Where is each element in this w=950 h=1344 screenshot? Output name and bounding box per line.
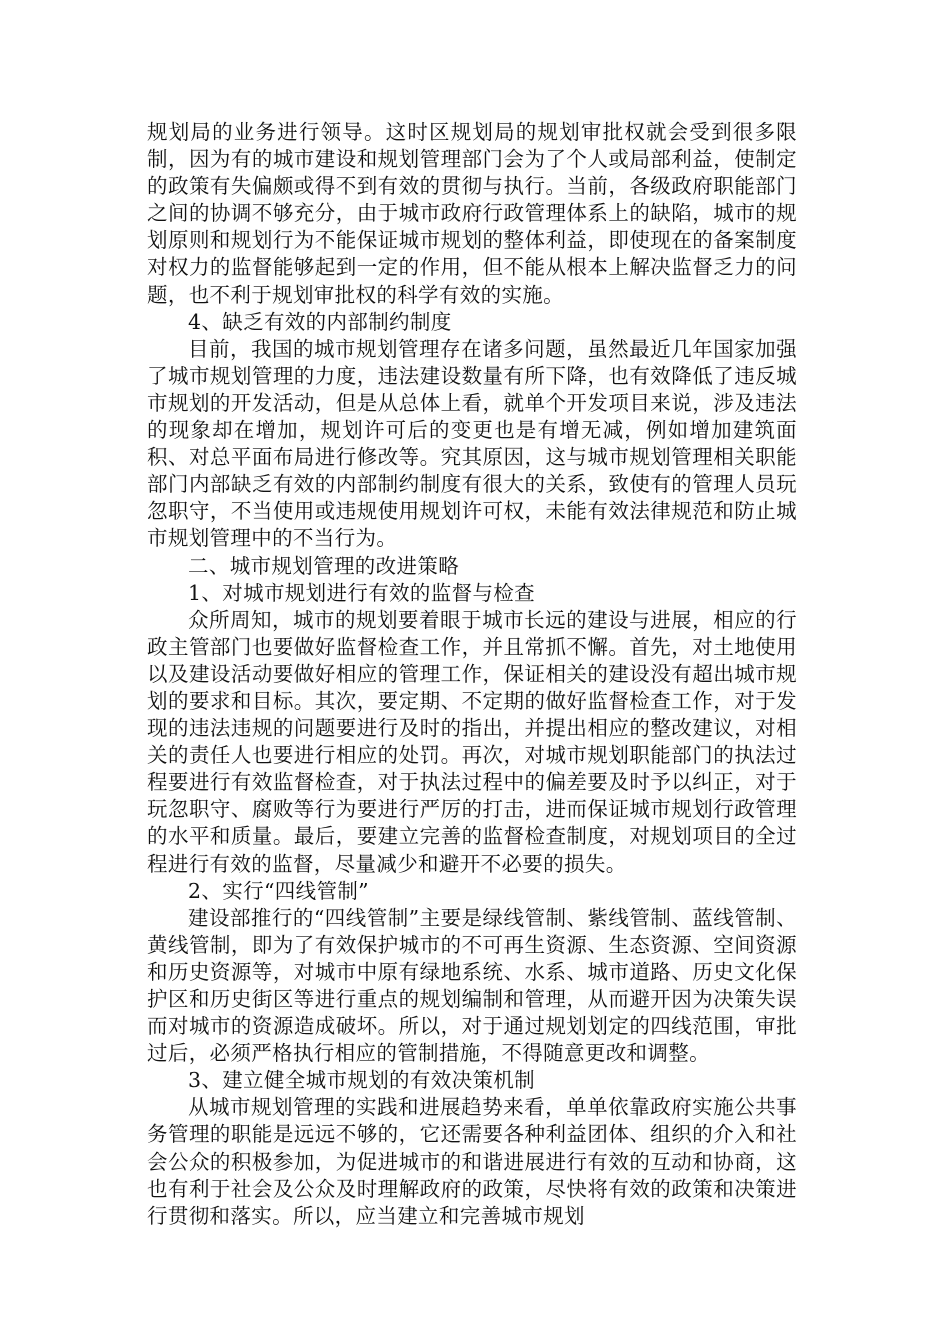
body-paragraph: 目前，我国的城市规划管理存在诸多问题，虽然最近几年国家加强了城市规划管理的力度，违法建设数量有所下降，也有效降低了违反城市规划的开发活动，但是从总体上看，就单个开发项目来说，涉及违法的现象却在增加，规划许可后的变更也是有增无减，例如增加建筑面积、对总平面布局进行修改等。究其原因，这与城市规划管理相关职能部门内部缺乏有效的内部制约制度有很大的关系，致使有的管理人员玩忽职守，不当使用或违规使用规划许可权，未能有效法律规范和防止城市规划管理中的不当行为。 bbox=[147, 336, 797, 551]
section-heading: 3、建立健全城市规划的有效决策机制 bbox=[188, 1068, 535, 1093]
body-paragraph: 从城市规划管理的实践和进展趋势来看，单单依靠政府实施公共事务管理的职能是远远不够的，它还需要各种利益团体、组织的介入和社会公众的积极参加，为促进城市的和谐进展进行有效的互动和协商，这也有利于社会及公众及时理解政府的政策，尽快将有效的政策和决策进行贯彻和落实。所以，应当建立和完善城市规划 bbox=[147, 1095, 797, 1228]
section-heading: 2、实行“四线管制” bbox=[188, 878, 370, 903]
body-paragraph: 众所周知，城市的规划要着眼于城市长远的建设与进展，相应的行政主管部门也要做好监督检查工作，并且常抓不懈。首先，对土地使用以及建设活动要做好相应的管理工作，保证相关的建设没有超出城市规划的要求和目标。其次，要定期、不定期的做好监督检查工作，对于发现的违法违规的问题要进行及时的指出，并提出相应的整改建议，对相关的责任人也要进行相应的处罚。再次，对城市规划职能部门的执法过程要进行有效监督检查，对于执法过程中的偏差要及时予以纠正，对于玩忽职守、腐败等行为要进行严厉的打击，进而保证城市规划行政管理的水平和质量。最后，要建立完善的监督检查制度，对规划项目的全过程进行有效的监督，尽量减少和避开不必要的损失。 bbox=[147, 607, 797, 876]
body-paragraph: 建设部推行的“四线管制”主要是绿线管制、紫线管制、蓝线管制、黄线管制，即为了有效保护城市的不可再生资源、生态资源、空间资源和历史资源等，对城市中原有绿地系统、水系、城市道路、历史文化保护区和历史街区等进行重点的规划编制和管理，从而避开因为决策失误而对城市的资源造成破坏。所以，对于通过规划划定的四线范围，审批过后，必须严格执行相应的管制措施，不得随意更改和调整。 bbox=[147, 905, 797, 1066]
section-heading: 二、城市规划管理的改进策略 bbox=[188, 553, 460, 578]
body-paragraph: 规划局的业务进行领导。这时区规划局的规划审批权就会受到很多限制，因为有的城市建设和规划管理部门会为了个人或局部利益，使制定的政策有失偏颇或得不到有效的贯彻与执行。当前，各级政府职能部门之间的协调不够充分，由于城市政府行政管理体系上的缺陷，城市的规划原则和规划行为不能保证城市规划的整体利益，即使现在的备案制度对权力的监督能够起到一定的作用，但不能从根本上解决监督乏力的问题，也不利于规划审批权的科学有效的实施。 bbox=[147, 120, 797, 307]
section-heading: 4、缺乏有效的内部制约制度 bbox=[188, 309, 452, 334]
document-page bbox=[147, 119, 797, 1230]
section-heading: 1、对城市规划进行有效的监督与检查 bbox=[188, 580, 535, 605]
